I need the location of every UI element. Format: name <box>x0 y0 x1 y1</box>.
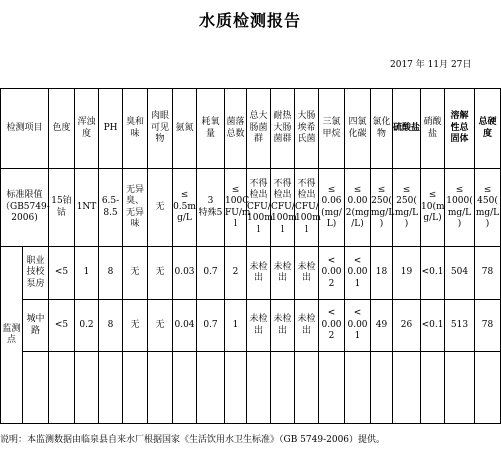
cell-text: 无 <box>130 319 140 330</box>
cell-text: 无 <box>155 267 165 278</box>
site-odor <box>123 300 148 352</box>
blank-cell <box>173 352 197 424</box>
cell-text: 8 <box>107 319 114 330</box>
site-ecoli <box>295 300 319 352</box>
cell-text: 8 <box>107 267 114 278</box>
cell-text: ≤ <box>377 184 386 195</box>
cell-text: 26 <box>400 319 413 330</box>
cell-text: 菌落 <box>226 117 245 127</box>
standard-hardness <box>475 169 501 247</box>
cell-text: mg/L <box>394 207 419 218</box>
cell-text: 三氯 <box>322 117 341 127</box>
cell-text: g/L) <box>423 213 442 224</box>
cell-text: 肠菌 <box>249 122 268 133</box>
blank-cell <box>475 352 501 424</box>
standard-ecoli <box>295 169 319 247</box>
header-visible <box>148 89 173 169</box>
standard-label <box>1 169 49 247</box>
site-visible <box>148 300 173 352</box>
header-oxygen <box>197 89 225 169</box>
cell-text: 路 <box>31 325 41 336</box>
cell-text: CFU/ <box>271 201 295 212</box>
cell-text: 大肠 <box>297 111 316 122</box>
cell-text: 性总 <box>450 122 469 133</box>
cell-text: 监测 <box>2 323 21 334</box>
cell-text: 0.5m <box>173 201 196 212</box>
cell-text: 1 <box>232 319 239 330</box>
blank-cell <box>247 352 271 424</box>
cell-text: FU/m <box>225 207 251 218</box>
cell-text: 未检 <box>297 261 316 272</box>
standard-chloride <box>371 169 393 247</box>
cell-text: 不得 <box>249 178 268 189</box>
cell-text: 49 <box>375 319 388 330</box>
header-row <box>1 89 501 169</box>
cell-text: CFU/ <box>295 201 319 212</box>
cell-text: 盐 <box>428 128 438 139</box>
header-ammonia <box>173 89 197 169</box>
cell-text: 氯化 <box>372 117 391 127</box>
blank-cell <box>99 352 123 424</box>
cell-text: ≤ <box>353 184 362 195</box>
blank-cell <box>197 352 225 424</box>
standard-tds <box>445 169 475 247</box>
cell-text: 色度 <box>52 122 71 133</box>
cell-text: 19 <box>400 267 413 278</box>
cell-text: 技校 <box>26 267 45 278</box>
header-chloride <box>371 89 393 169</box>
cell-text: 出 <box>278 325 288 336</box>
site-turbidity <box>75 300 99 352</box>
cell-text: 检出 <box>249 190 268 201</box>
site-ecoli <box>295 247 319 300</box>
cell-text: 氏菌 <box>297 134 316 145</box>
cell-text: < <box>353 255 362 266</box>
cell-text: 未检 <box>249 314 268 324</box>
cell-text: 泵房 <box>26 278 45 289</box>
header-hardness <box>475 89 501 169</box>
cell-text: 无 <box>155 319 165 330</box>
cell-text: ≤ <box>455 184 464 195</box>
blank-cell <box>75 352 99 424</box>
cell-text: 不得 <box>273 178 292 189</box>
blank-cell <box>23 352 49 424</box>
cell-text: 3 <box>207 196 214 206</box>
site-heat_coliform <box>271 247 295 300</box>
blank-cell <box>393 352 421 424</box>
cell-text: 1000( <box>446 196 473 206</box>
cell-text: g/L <box>177 213 192 224</box>
header-heat_coliform <box>271 89 295 169</box>
cell-text: 250( <box>396 196 417 206</box>
site-ammonia <box>173 247 197 300</box>
site-coliform <box>247 300 271 352</box>
cell-text: 10(m <box>421 201 445 212</box>
blank-cell <box>123 352 148 424</box>
cell-text: 无异 <box>126 184 145 195</box>
site-chloroform <box>319 247 345 300</box>
standard-turbidity <box>75 169 99 247</box>
site-name <box>23 300 49 352</box>
cell-text: 513 <box>450 319 469 330</box>
cell-text: 250( <box>371 196 392 206</box>
cell-text: 特殊5 <box>198 207 223 218</box>
standard-sulfate <box>393 169 421 247</box>
site-ph <box>99 247 123 300</box>
cell-text: 1 <box>83 267 90 278</box>
cell-text: 硝酸 <box>423 117 442 127</box>
standard-ph <box>99 169 123 247</box>
cell-text: mg/L <box>371 207 395 218</box>
site-odor <box>123 247 148 300</box>
cell-text: 氨氮 <box>175 122 194 133</box>
site-hardness <box>475 247 501 300</box>
cell-text: 物 <box>377 128 387 139</box>
cell-text: 职业 <box>26 255 45 266</box>
header-sulfate <box>393 89 421 169</box>
cell-text: ≤ <box>402 184 411 195</box>
cell-text: 0.04 <box>174 319 195 330</box>
cell-text: 450( <box>477 196 498 206</box>
site-ccl4 <box>345 247 371 300</box>
site-tds <box>445 300 475 352</box>
cell-text: l <box>234 219 237 229</box>
cell-text: 出 <box>254 325 264 336</box>
site-ccl4 <box>345 300 371 352</box>
cell-text: 无异 <box>126 207 145 218</box>
monitoring-point-label <box>1 247 23 424</box>
header-item <box>1 89 49 169</box>
footnote: 说明：本监测数据由临泉县自来水厂根据国家《生活饮用水卫生标准》（GB 5749-2006）提供。 <box>0 435 386 445</box>
cell-text: 总数 <box>226 128 245 139</box>
blank-cell <box>319 352 345 424</box>
cell-text: 504 <box>450 267 469 278</box>
cell-text: 出 <box>302 273 312 283</box>
cell-text: 2 <box>232 267 239 278</box>
cell-text: 2 <box>328 331 335 342</box>
cell-text: CFU/ <box>247 201 271 212</box>
header-bacteria <box>225 89 247 169</box>
blank-row <box>1 352 501 424</box>
cell-text: 总硬度 <box>478 117 497 139</box>
site-color <box>49 247 75 300</box>
site-bacteria <box>225 247 247 300</box>
site-color <box>49 300 75 352</box>
report-title: 水质检测报告 <box>198 11 301 30</box>
cell-text: 无 <box>155 201 165 212</box>
cell-text: 0.00 <box>321 319 342 330</box>
cell-text: 菌群 <box>273 134 292 145</box>
cell-text: 0.00 <box>321 267 342 278</box>
site-bacteria <box>225 300 247 352</box>
water-quality-table <box>0 88 501 424</box>
cell-text: 出 <box>254 273 264 283</box>
cell-text: ) <box>485 219 490 229</box>
standard-coliform <box>247 169 271 247</box>
cell-text: 味 <box>130 219 140 229</box>
cell-text: 大肠 <box>273 122 292 133</box>
cell-text: ≤ <box>483 184 492 195</box>
cell-text: 溶解 <box>450 111 469 122</box>
standard-ccl4 <box>345 169 371 247</box>
blank-cell <box>148 352 173 424</box>
header-ccl4 <box>345 89 371 169</box>
cell-text: 15铂 <box>51 196 72 206</box>
blank-cell <box>295 352 319 424</box>
standard-ammonia <box>173 169 197 247</box>
cell-text: 未检 <box>273 261 292 272</box>
standard-color <box>49 169 75 247</box>
header-turbidity <box>75 89 99 169</box>
site-row <box>1 247 501 300</box>
cell-text: 1NT <box>76 201 97 212</box>
standard-row <box>1 169 501 247</box>
header-ph <box>99 89 123 169</box>
site-ammonia <box>173 300 197 352</box>
cell-text: < <box>353 308 362 319</box>
cell-text: 四氯 <box>348 117 367 127</box>
site-chloride <box>371 247 393 300</box>
site-nitrate <box>421 300 445 352</box>
cell-text: 1 <box>354 331 361 342</box>
blank-cell <box>49 352 75 424</box>
standard-nitrate <box>421 169 445 247</box>
site-heat_coliform <box>271 300 295 352</box>
site-tds <box>445 247 475 300</box>
cell-text: 未检 <box>249 261 268 272</box>
cell-text: 群 <box>254 134 264 145</box>
cell-text: 6.5- <box>101 196 120 206</box>
cell-text: 臭和 <box>126 117 145 127</box>
site-chloroform <box>319 300 345 352</box>
header-chloroform <box>319 89 345 169</box>
cell-text: 耐热 <box>273 111 292 122</box>
cell-text: 0.00 <box>347 196 368 206</box>
site-chloride <box>371 300 393 352</box>
cell-text: ≤ <box>231 184 240 195</box>
cell-text: 未检 <box>297 314 316 324</box>
cell-text: 不得 <box>297 178 316 189</box>
site-sulfate <box>393 300 421 352</box>
site-name <box>23 247 49 300</box>
cell-text: 化碳 <box>348 128 367 139</box>
standard-chloroform <box>319 169 345 247</box>
cell-text: 硫酸盐 <box>393 122 421 133</box>
cell-text: PH <box>103 122 118 133</box>
standard-heat_coliform <box>271 169 295 247</box>
cell-text: 18 <box>375 267 388 278</box>
header-ecoli <box>295 89 319 169</box>
cell-text: 钴 <box>57 207 67 218</box>
cell-text: l <box>257 224 260 235</box>
header-odor <box>123 89 148 169</box>
blank-cell <box>271 352 295 424</box>
blank-cell <box>371 352 393 424</box>
cell-text: 8.5 <box>103 207 118 218</box>
site-turbidity <box>75 247 99 300</box>
cell-text: 0.00 <box>347 319 368 330</box>
cell-text: 总大 <box>249 111 268 122</box>
cell-text: 1 <box>354 278 361 289</box>
cell-text: (mg/ <box>321 207 342 218</box>
cell-text: 点 <box>6 335 16 345</box>
cell-text: 出 <box>302 325 312 336</box>
cell-text: ≤ <box>428 190 437 201</box>
cell-text: l <box>305 224 308 235</box>
standard-visible <box>148 169 173 247</box>
cell-text: 2006) <box>11 213 38 224</box>
cell-text: 0.7 <box>203 267 218 278</box>
cell-text: 0.03 <box>174 267 195 278</box>
cell-text: 固体 <box>450 134 469 145</box>
cell-text: <0.1 <box>421 267 444 278</box>
site-nitrate <box>421 247 445 300</box>
cell-text: L) <box>326 219 337 229</box>
cell-text: 甲烷 <box>322 128 341 139</box>
cell-text: 100m <box>271 213 297 224</box>
cell-text: l <box>281 224 284 235</box>
cell-text: 城中 <box>26 314 45 324</box>
site-coliform <box>247 247 271 300</box>
cell-text: 检出 <box>297 190 316 201</box>
site-ph <box>99 300 123 352</box>
cell-text: 100C <box>225 196 250 206</box>
cell-text: 味 <box>130 128 140 139</box>
standard-odor <box>123 169 148 247</box>
blank-cell <box>445 352 475 424</box>
cell-text: 度 <box>82 128 92 139</box>
cell-text: <0.1 <box>421 319 444 330</box>
cell-text: 无 <box>130 267 140 278</box>
cell-text: 浑浊 <box>77 117 96 127</box>
cell-text: ≤ <box>180 190 189 201</box>
cell-text: 标准限值 <box>6 190 43 201</box>
cell-text: 0.00 <box>347 267 368 278</box>
blank-cell <box>345 352 371 424</box>
cell-text: 2(mg <box>345 207 370 218</box>
header-nitrate <box>421 89 445 169</box>
cell-text: 2 <box>328 278 335 289</box>
cell-text: 出 <box>278 273 288 283</box>
site-hardness <box>475 300 501 352</box>
cell-text: ) <box>404 219 409 229</box>
site-oxygen <box>197 300 225 352</box>
cell-text: （GB5749- <box>1 201 50 212</box>
site-row <box>1 300 501 352</box>
header-coliform <box>247 89 271 169</box>
cell-text: 物 <box>155 134 165 145</box>
cell-text: /L) <box>351 219 364 229</box>
site-sulfate <box>393 247 421 300</box>
cell-text: 0.2 <box>79 319 94 330</box>
cell-text: 检出 <box>273 190 292 201</box>
cell-text: 耗氧 <box>201 117 220 127</box>
site-visible <box>148 247 173 300</box>
cell-text: < <box>327 308 336 319</box>
cell-text: 0.06 <box>321 196 342 206</box>
cell-text: 可见 <box>151 122 170 133</box>
blank-cell <box>225 352 247 424</box>
blank-cell <box>421 352 445 424</box>
cell-text: 量 <box>206 128 216 139</box>
site-oxygen <box>197 247 225 300</box>
cell-text: 未检 <box>273 314 292 324</box>
cell-text: 100m <box>247 213 273 224</box>
cell-text: 臭、 <box>126 196 145 206</box>
cell-text: 检测项目 <box>6 122 43 133</box>
header-color <box>49 89 75 169</box>
cell-text: 100m <box>295 213 321 224</box>
cell-text: 埃希 <box>297 122 316 133</box>
cell-text: 78 <box>481 319 494 330</box>
cell-text: <5 <box>54 267 69 278</box>
cell-text: mg/L <box>475 207 500 218</box>
standard-bacteria <box>225 169 251 247</box>
cell-text: ) <box>379 219 384 229</box>
header-tds <box>445 89 475 169</box>
cell-text: 0.7 <box>203 319 218 330</box>
cell-text: mg/L <box>447 207 472 218</box>
cell-text: 肉眼 <box>151 111 170 122</box>
cell-text: <5 <box>54 319 69 330</box>
cell-text: 78 <box>481 267 494 278</box>
standard-oxygen <box>197 169 225 247</box>
cell-text: ≤ <box>327 184 336 195</box>
report-date: 2017 年 11月 27日 <box>390 60 472 70</box>
cell-text: < <box>327 255 336 266</box>
cell-text: ) <box>457 219 462 229</box>
